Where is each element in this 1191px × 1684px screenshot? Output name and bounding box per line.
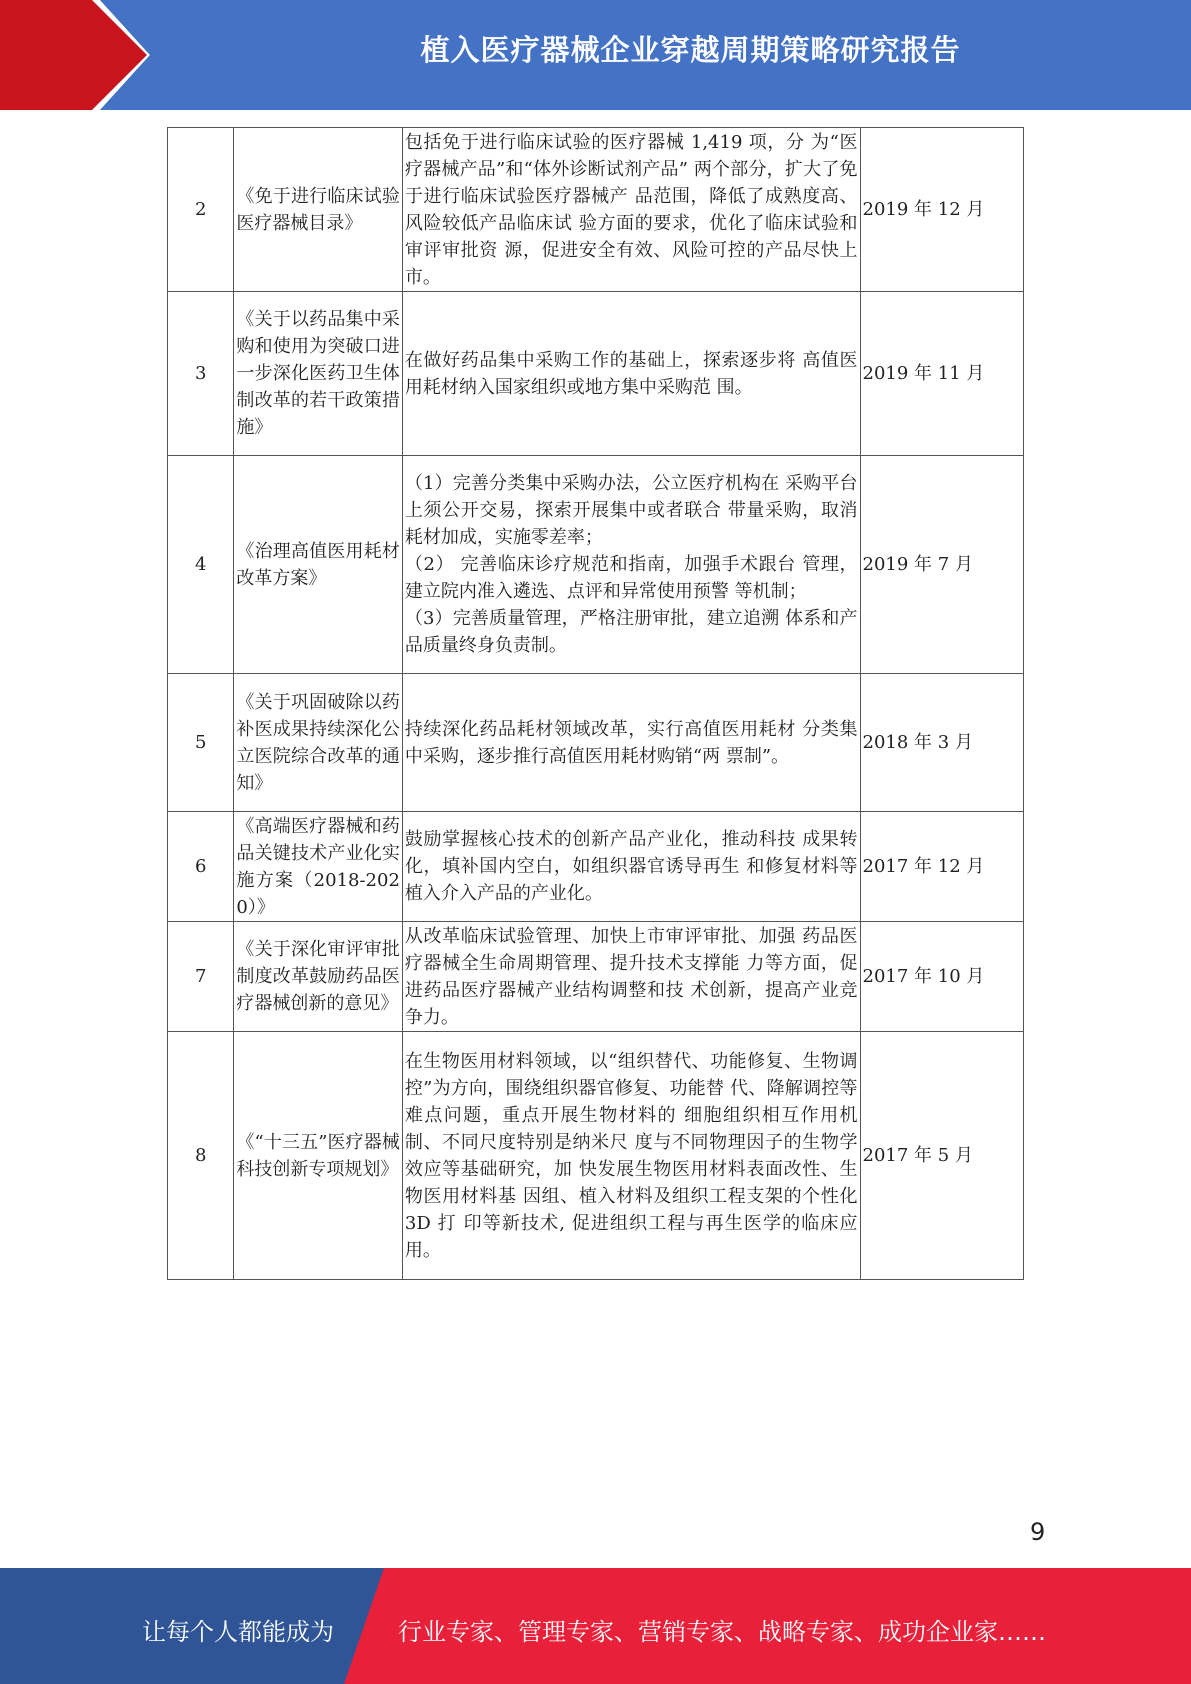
issue-date: 2019 年 12 月 (860, 128, 1023, 292)
footer-slogan-left: 让每个人都能成为 (142, 1618, 334, 1646)
policy-name: 《免于进行临床试验医疗器械目录》 (234, 128, 403, 292)
description-paragraph: 在做好药品集中采购工作的基础上，探索逐步将 高值医用耗材纳入国家组织或地方集中采购范 围。 (404, 349, 858, 398)
issue-date: 2017 年 5 月 (860, 1032, 1023, 1280)
policy-description (402, 456, 860, 674)
row-number: 8 (168, 1032, 234, 1280)
issue-date: 2019 年 7 月 (860, 456, 1023, 674)
table-row (168, 292, 1024, 456)
description-paragraph: 从改革临床试验管理、加快上市审评审批、加强 药品医疗器械全生命周期管理、提升技术支撑能 力等方面，促进药品医疗器械产业结构调整和技 术创新，提高产业竞争力。 (404, 925, 858, 1028)
row-number: 6 (168, 812, 234, 922)
table-row (168, 674, 1024, 812)
policy-name: 《“十三五”医疗器械科技创新专项规划》 (234, 1032, 403, 1280)
table-row (168, 128, 1024, 292)
policy-description (402, 1032, 860, 1280)
report-title: 植入医疗器械企业穿越周期策略研究报告 (420, 33, 961, 67)
policy-table (167, 127, 1024, 1280)
issue-date: 2018 年 3 月 (860, 674, 1023, 812)
policy-description (402, 922, 860, 1032)
description-paragraph: 包括免于进行临床试验的医疗器械 1,419 项，分 为“医疗器械产品”和“体外诊断试剂产品” 两个部分，扩大了免于进行临床试验医疗器械产 品范围，降低了成熟度高、风险较低产品临床试 验方面的要求，优化了临床试验和审评审批资 源，促进安全有效、风险可控的产品尽快上市。 (404, 131, 858, 288)
policy-name: 《关于巩固破除以药补医成果持续深化公立医院综合改革的通 知》 (234, 674, 403, 812)
page-number: 9 (1030, 1518, 1046, 1546)
table-row (168, 812, 1024, 922)
policy-name: 《关于以药品集中采购和使用为突破口进一步深化医药卫生体制改革的若干政策措施》 (234, 292, 403, 456)
description-paragraph: 持续深化药品耗材领域改革，实行高值医用耗材 分类集中采购，逐步推行高值医用耗材购销“两 票制”。 (404, 718, 858, 767)
policy-description (402, 812, 860, 922)
footer-slogan-right: 行业专家、管理专家、营销专家、战略专家、成功企业家…… (398, 1618, 1046, 1646)
table-row (168, 922, 1024, 1032)
policy-name: 《关于深化审评审批制度改革鼓励药品医疗器械创新的意见》 (234, 922, 403, 1032)
description-paragraph: （2） 完善临床诊疗规范和指南，加强手术跟台 管理，建立院内准入遴选、点评和异常使用预警 等机制； (404, 554, 858, 602)
page-footer (0, 1568, 1191, 1684)
policy-description (402, 292, 860, 456)
description-paragraph: （3）完善质量管理，严格注册审批，建立追溯 体系和产品质量终身负责制。 (404, 608, 858, 656)
policy-description (402, 674, 860, 812)
policy-name: 《治理高值医用耗材改革方案》 (234, 456, 403, 674)
issue-date: 2019 年 11 月 (860, 292, 1023, 456)
description-paragraph: 在生物医用材料领域，以“组织替代、功能修复、生物调控”为方向，围绕组织器官修复、功能替 代、降解调控等难点问题，重点开展生物材料的 细胞组织相互作用机制、不同尺度特别是纳米尺 度与不同物理因子的生物学效应等基础研究，加 快发展生物医用材料表面改性、生物医用材料基 因组、植入材料及组织工程支架的个性化 3D 打 印等新技术, 促进组织工程与再生医学的临床应 用。 (404, 1050, 858, 1261)
page-header (0, 0, 1191, 110)
row-number: 5 (168, 674, 234, 812)
table-row (168, 456, 1024, 674)
row-number: 4 (168, 456, 234, 674)
description-paragraph: 鼓励掌握核心技术的创新产品产业化，推动科技 成果转化，填补国内空白，如组织器官诱导再生 和修复材料等植入介入产品的产业化。 (404, 829, 858, 904)
header-red-chevron (0, 0, 150, 110)
policy-name: 《高端医疗器械和药品关键技术产业化实施方案（2018-2020）》 (234, 812, 403, 922)
row-number: 3 (168, 292, 234, 456)
issue-date: 2017 年 12 月 (860, 812, 1023, 922)
policy-description (402, 128, 860, 292)
row-number: 7 (168, 922, 234, 1032)
row-number: 2 (168, 128, 234, 292)
table-row (168, 1032, 1024, 1280)
issue-date: 2017 年 10 月 (860, 922, 1023, 1032)
description-paragraph: （1）完善分类集中采购办法，公立医疗机构在 采购平台上须公开交易，探索开展集中或者联合 带量采购，取消耗材加成，实施零差率； (404, 473, 858, 548)
